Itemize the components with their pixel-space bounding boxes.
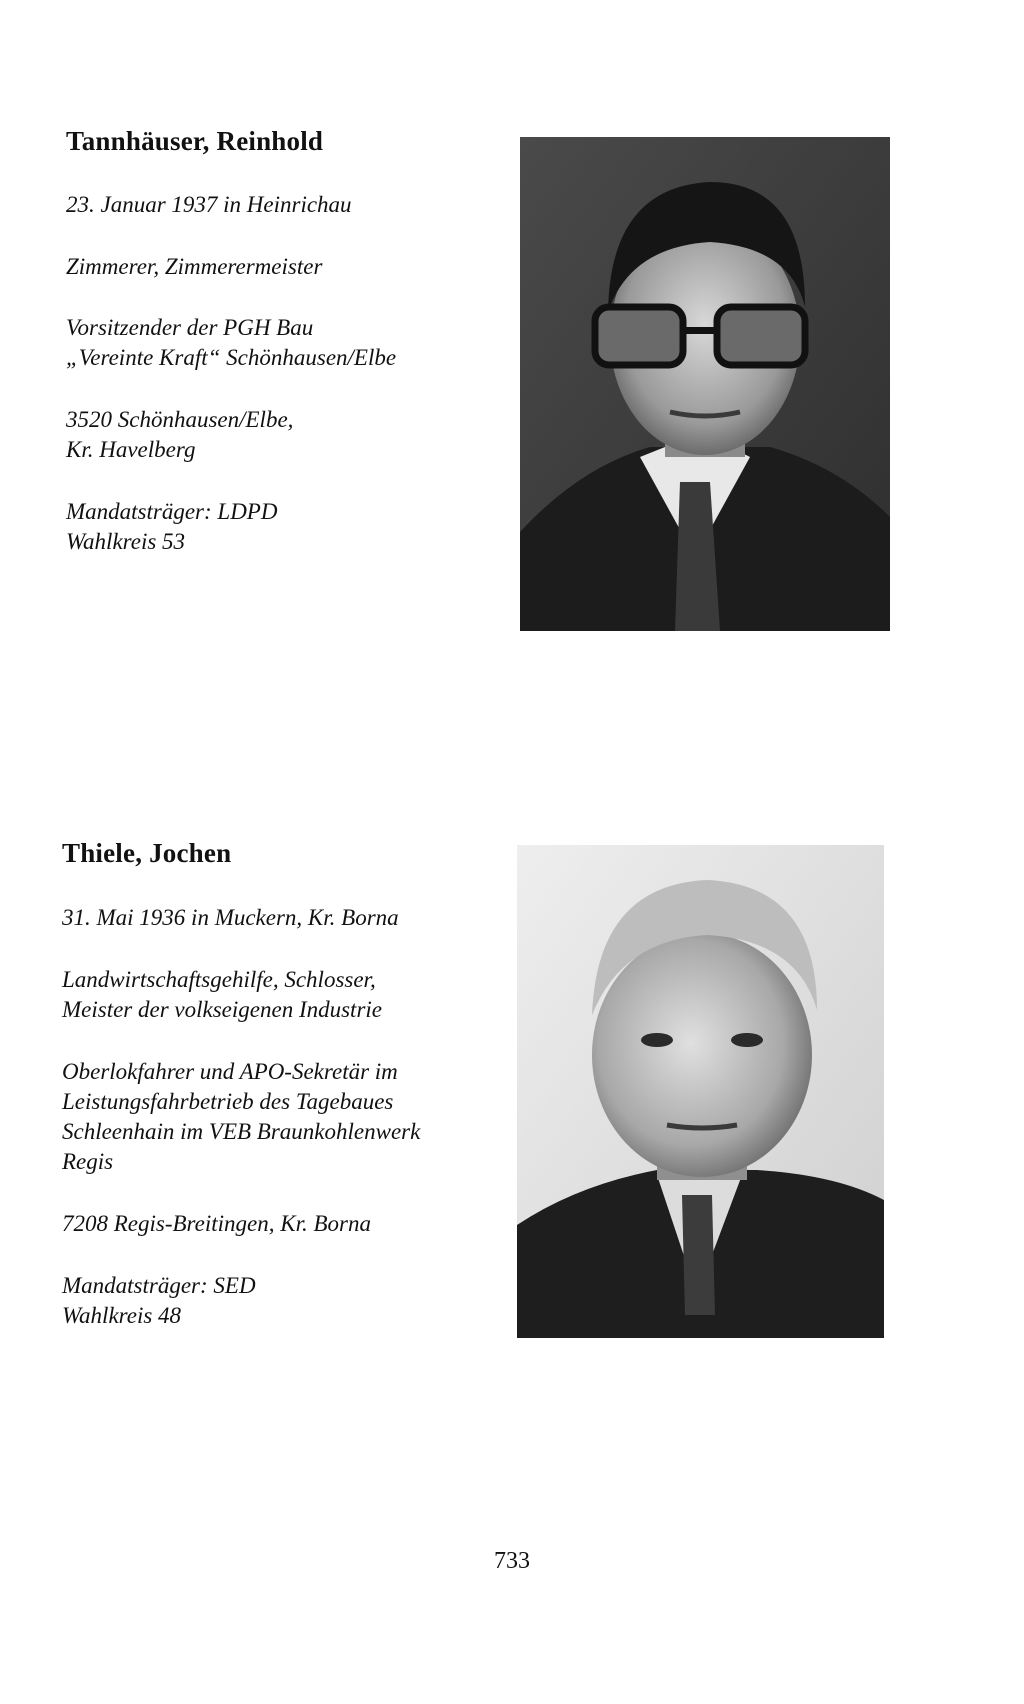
birth-info: 23. Januar 1937 in Heinrichau <box>66 192 352 217</box>
address: 7208 Regis-Breitingen, Kr. Borna <box>62 1211 371 1236</box>
entry-name: Thiele, Jochen <box>62 838 232 868</box>
mandate-line: Mandatsträger: LDPD <box>66 499 278 524</box>
birth-info: 31. Mai 1936 in Muckern, Kr. Borna <box>62 905 399 930</box>
portrait-photo <box>520 137 890 631</box>
address-line: 3520 Schönhausen/Elbe, <box>66 407 294 432</box>
position-line: „Vereinte Kraft“ Schönhausen/Elbe <box>66 345 397 370</box>
constituency-line: Wahlkreis 53 <box>66 529 186 554</box>
page-number: 733 <box>494 1548 530 1574</box>
position-line: Leistungsfahrbetrieb des Tagebaues <box>62 1089 394 1114</box>
profession: Zimmerer, Zimmerermeister <box>66 254 323 279</box>
entry-name: Tannhäuser, Reinhold <box>66 126 324 156</box>
portrait-photo <box>517 845 884 1338</box>
position-line: Vorsitzender der PGH Bau <box>66 315 314 340</box>
address-line: Kr. Havelberg <box>66 437 196 462</box>
portrait-image <box>520 137 890 631</box>
profession-line: Landwirtschaftsgehilfe, Schlosser, <box>62 967 376 992</box>
constituency-line: Wahlkreis 48 <box>62 1303 182 1328</box>
profession-line: Meister der volkseigenen Industrie <box>62 997 382 1022</box>
portrait-image <box>517 845 884 1338</box>
position-line: Schleenhain im VEB Braunkohlenwerk <box>62 1119 421 1144</box>
position-line: Regis <box>62 1149 114 1174</box>
mandate-line: Mandatsträger: SED <box>62 1273 256 1298</box>
position-line: Oberlokfahrer und APO-Sekretär im <box>62 1059 398 1084</box>
